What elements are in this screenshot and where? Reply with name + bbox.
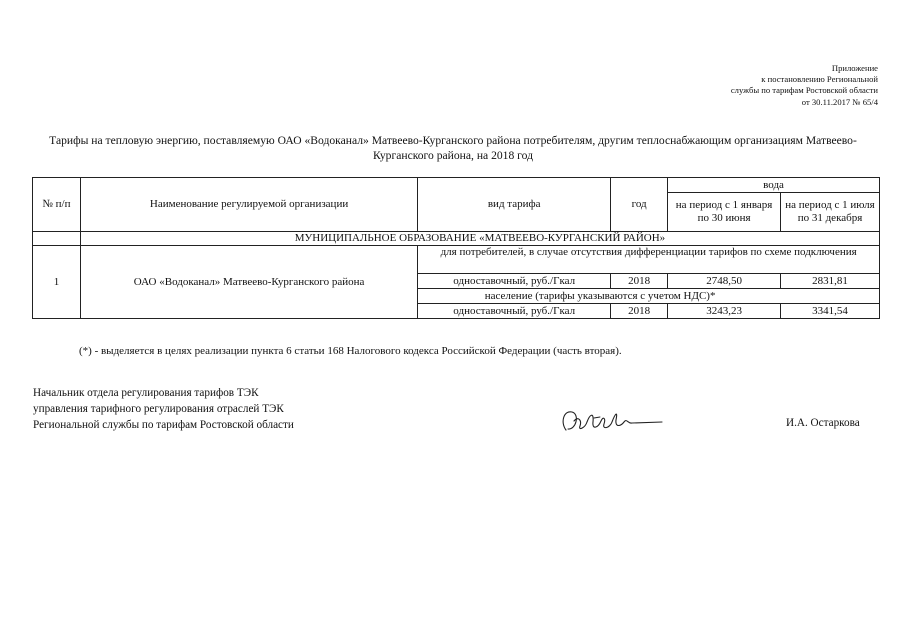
appendix-line: от 30.11.2017 № 65/4 (801, 96, 878, 107)
handwritten-signature (558, 404, 668, 438)
consumers-note: для потребителей, в случае отсутствия дифференциации тарифов по схеме подключения (418, 246, 880, 274)
appendix-header (618, 63, 878, 108)
header-year: год (611, 178, 668, 232)
signer-name: И.А. Остаркова (786, 417, 860, 429)
row-num: 1 (33, 246, 81, 319)
period2-value: 2831,81 (781, 274, 880, 289)
official-title-line: управления тарифного регулирования отраслей ТЭК (33, 403, 284, 415)
year-cell: 2018 (611, 304, 668, 319)
municipality-name: МУНИЦИПАЛЬНОЕ ОБРАЗОВАНИЕ «МАТВЕЕВО-КУРГАНСКИЙ РАЙОН» (80, 232, 879, 246)
municipality-row (33, 232, 880, 246)
tariff-cell: одноставочный, руб./Гкал (418, 274, 611, 289)
tariff-table (32, 177, 880, 319)
document-title: Тарифы на тепловую энергию, поставляемую ОАО «Водоканал» Матвеево-Курганского района потребителям, другим теплоснабжающим организациям Матвеево-Курганского района, на 2018 год (49, 134, 857, 162)
official-block (33, 385, 294, 433)
appendix-line: службы по тарифам Ростовской области (730, 85, 878, 96)
population-note: население (тарифы указываются с учетом НДС)* (418, 289, 880, 304)
empty-cell (33, 232, 81, 246)
official-title-line: Региональной службы по тарифам Ростовской области (33, 419, 294, 431)
header-period1: на период с 1 января по 30 июня (668, 193, 781, 232)
footnote: (*) - выделяется в целях реализации пункта 6 статьи 168 Налогового кодекса Российской Федерации (часть вторая). (79, 345, 622, 357)
period1-value: 2748,50 (668, 274, 781, 289)
header-group: вода (668, 178, 880, 193)
appendix-line: Приложение (831, 63, 878, 73)
appendix-line: к постановлению Региональной (761, 74, 878, 85)
period2-value: 3341,54 (781, 304, 880, 319)
period1-value: 3243,23 (668, 304, 781, 319)
header-row (33, 178, 880, 193)
tariff-cell: одноставочный, руб./Гкал (418, 304, 611, 319)
table-row (33, 246, 880, 274)
header-org: Наименование регулируемой организации (80, 178, 417, 232)
header-num: № п/п (33, 178, 81, 232)
year-cell: 2018 (611, 274, 668, 289)
official-title-line: Начальник отдела регулирования тарифов ТЭК (33, 387, 259, 399)
header-tariff-type: вид тарифа (418, 178, 611, 232)
header-period2: на период с 1 июля по 31 декабря (781, 193, 880, 232)
row-org: ОАО «Водоканал» Матвеево-Курганского района (80, 246, 417, 319)
